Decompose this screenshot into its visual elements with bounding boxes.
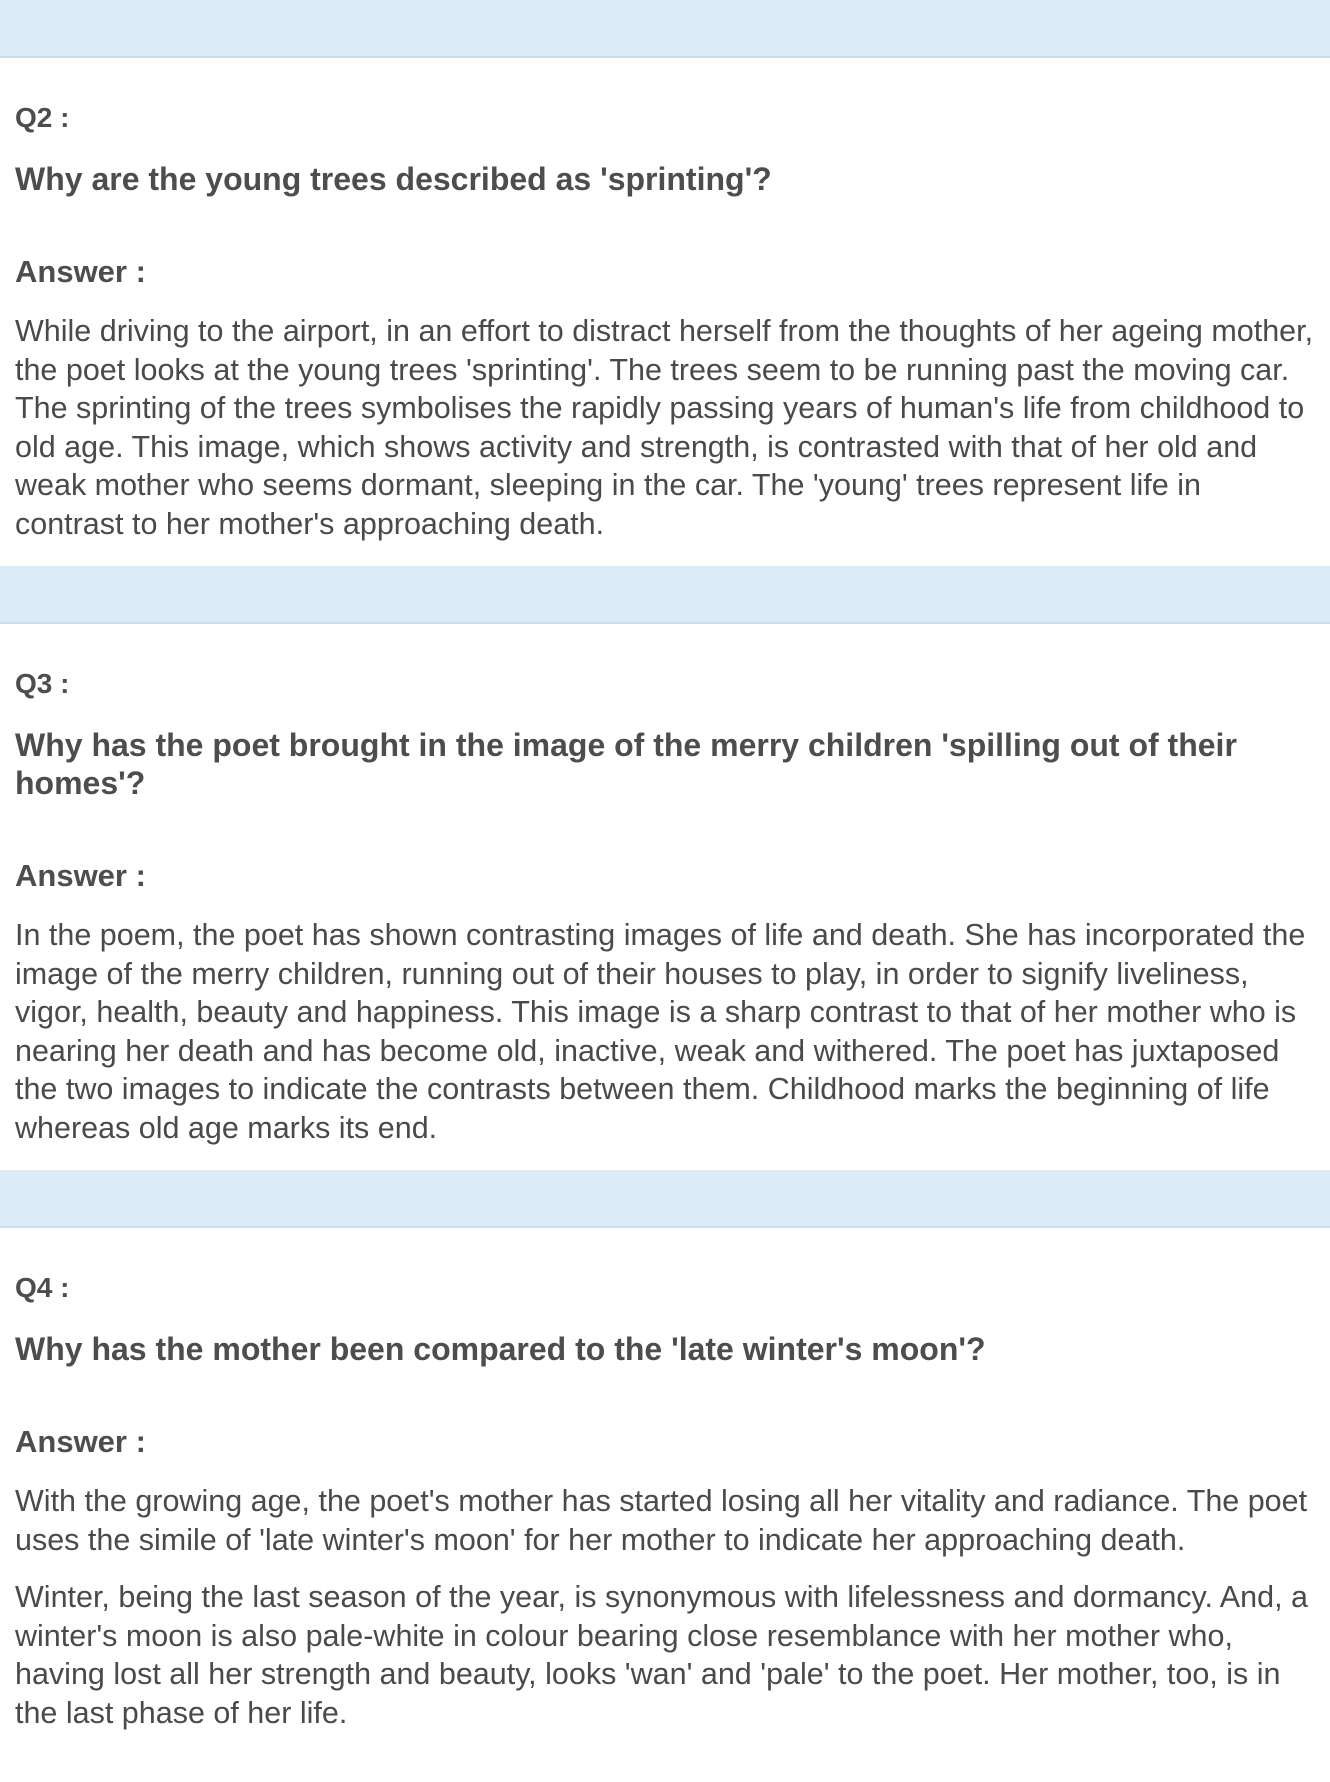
answer-paragraph: With the growing age, the poet's mother has started losing all her vitality and radiance. The poet uses the simile of 'late winter's moon' for her mother to indicate her approaching death. [15, 1484, 1308, 1557]
question-text: Why are the young trees described as 'sprinting'? [15, 161, 772, 197]
section-divider-band [0, 566, 1330, 624]
answer-paragraph: Winter, being the last season of the year, is synonymous with lifelessness and dormancy. And, a winter's moon is also pale-white in colour bearing close resemblance with her mother who, having lost all her strength and beauty, looks 'wan' and 'pale' to the poet. Her mother, too, is in the last phase of her life. [15, 1580, 1308, 1730]
section-divider-band [0, 1170, 1330, 1228]
question-block-q4 [0, 1228, 1330, 1732]
answer-label: Answer : [15, 254, 146, 289]
answer-label: Answer : [15, 1424, 146, 1459]
question-text: Why has the poet brought in the image of the merry children 'spilling out of their homes'? [15, 727, 1237, 801]
question-number: Q4 : [15, 1272, 70, 1303]
answer-paragraph: In the poem, the poet has shown contrasting images of life and death. She has incorporated the image of the merry children, running out of their houses to play, in order to signify liveliness, vigor, health, beauty and happiness. This image is a sharp contrast to that of her mother who is nearing her death and has become old, inactive, weak and withered. The poet has juxtaposed the two images to indicate the contrasts between them. Childhood marks the beginning of life whereas old age marks its end. [15, 918, 1306, 1145]
question-block-q2 [0, 58, 1330, 566]
question-number: Q3 : [15, 668, 70, 699]
question-block-q3 [0, 624, 1330, 1170]
answer-paragraph: While driving to the airport, in an effort to distract herself from the thoughts of her ageing mother, the poet looks at the young trees 'sprinting'. The trees seem to be running past the moving car. The sprinting of the trees symbolises the rapidly passing years of human's life from childhood to old age. This image, which shows activity and strength, is contrasted with that of her old and weak mother who seems dormant, sleeping in the car. The 'young' trees represent life in contrast to her mother's approaching death. [15, 314, 1314, 541]
question-text: Why has the mother been compared to the 'late winter's moon'? [15, 1331, 986, 1367]
section-divider-band [0, 0, 1330, 58]
question-number: Q2 : [15, 102, 70, 133]
answer-label: Answer : [15, 858, 146, 893]
